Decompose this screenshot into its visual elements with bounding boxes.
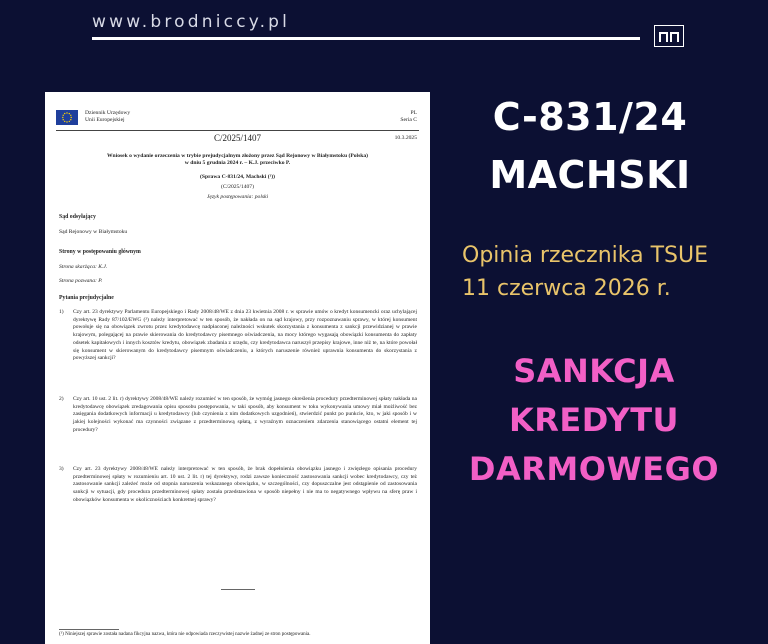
topic-line-3: DARMOWEGO: [468, 450, 720, 488]
document-title: Wniosek o wydanie orzeczenia w trybie prejudycjalnym złożony przez Sąd Rejonowy w Białymstoku (Polska) w dniu 5 grudnia 2024 r. – K.J. przeciwko P.: [106, 153, 369, 167]
footnote-divider: [59, 629, 119, 630]
referring-court: Sąd Rejonowy w Białymstoku: [59, 229, 128, 235]
brodniccy-logo-icon: [654, 25, 684, 47]
questions-heading: Pytania prejudycjalne: [59, 295, 114, 301]
defendant: Strona pozwana: P.: [59, 278, 103, 284]
procedure-language: Język postępowania: polski: [206, 194, 269, 200]
case-code: (C/2025/1407): [221, 184, 254, 190]
end-divider: [221, 589, 255, 590]
case-reference: (Sprawa C-831/24, Machski (¹)): [199, 174, 275, 180]
topic-line-1: SANKCJA: [513, 352, 675, 390]
document-header-divider: [56, 130, 419, 131]
top-divider: [92, 37, 640, 40]
opinion-label: Opinia rzecznika TSUE: [462, 243, 708, 268]
question-1: 1) Czy art. 23 dyrektywy Parlamentu Europejskiego i Rady 2008/48/WE z dnia 23 kwietnia 2008 r. w sprawie umów o kredyt konsumencki oraz uchylającej dyrektywę Rady 87/102/EWG (²) należy interpretować w ten sposób, że nakłada on na sąd krajowy, przy rozpoznawaniu sprawy, w której konsument powołuje się na obowiązek zwrotu przez kredytodawcę nadpłaconej należności wskutek skorzystania z konsumenta z sankcji przewidzianej w prawie krajowym, polegającej na prawie skierowania do kredytodawcy pisemnego oświadczenia, na mocy którego wygasają obowiązki konsumenta do zapłaty odsetek kapitałowych i innych kosztów kredytu, obowiązek zbadania z urzędu, czy kredytodawca naruszył przepisy krajowe, inne niż te, na które powołał się konsument w skierowanym do kredytodawcy pisemnym oświadczeniu, a których naruszenie również uprawnia konsumenta do skorzystania z powyższej sankcji?: [59, 309, 417, 362]
footnote: (¹) Niniejszej sprawie została nadana fikcyjna nazwa, która nie odpowiada rzeczywistej nazwie żadnej ze stron postępowania.: [59, 632, 311, 637]
language-series: PL Seria C: [400, 110, 417, 123]
official-journal-document: [45, 92, 430, 644]
eu-flag-icon: [56, 110, 78, 125]
parties-heading: Strony w postępowaniu głównym: [59, 249, 141, 255]
case-number-heading: C-831/24: [492, 95, 688, 139]
applicant: Strona skarżąca: K.J.: [59, 264, 108, 270]
document-date: 10.3.2025: [394, 135, 417, 141]
document-number: C/2025/1407: [213, 133, 261, 143]
topic-line-2: KREDYTU: [508, 401, 679, 439]
case-name-heading: MACHSKI: [489, 153, 691, 197]
site-url: www.brodniccy.pl: [92, 12, 291, 32]
question-3: 3) Czy art. 23 dyrektywy 2008/48/WE należy interpretować w ten sposób, że brak dopełnienia obowiązku jasnego i zwięzłego opisania procedury przedterminowej spłaty w rozumieniu art. 10 ust. 2 lit. r) tej dyrektywy, rodzi zawsze konieczność zastosowania sankcji wobec kredytodawcy, czy też zastosowanie sankcji zależeć może od stopnia naruszenia wskazanego obowiązku, w szczególności, czy dopuszczalne jest odstąpienie od zastosowania sankcji w sytuacji, gdy procedura przedterminowej spłaty została przedstawiona w sposób niepełny i nie ma to negatywnego wpływu na sferę praw i obowiązków konsumenta w okolicznościach konkretnej sprawy?: [59, 466, 417, 503]
referring-court-heading: Sąd odsyłający: [59, 214, 96, 220]
journal-name: Dziennik Urzędowy Unii Europejskiej: [85, 110, 131, 123]
opinion-date: 11 czerwca 2026 r.: [462, 276, 671, 301]
question-2: 2) Czy art. 10 ust. 2 lit. r) dyrektywy 2008/48/WE należy rozumieć w ten sposób, że wymóg jasnego określenia procedury przedterminowej spłaty nakłada na kredytodawcę obowiązek zredagowania opisu sposobu postępowania, w taki sposób, aby konsument w toku wykonywania umowy miał możliwość bez zasięgania dodatkowych informacji u kredytodawcy (lub czynienia z nim dodatkowych uzgodnień), stwierdzić punkt po punkcie, kto, w jaki sposób i w jakiej kolejności wykonać ma czynności związane z przedterminową spłatą, z wyraźnym oznaczeniem zdarzenia stanowiącego ostatni element tej procedury?: [59, 396, 417, 433]
